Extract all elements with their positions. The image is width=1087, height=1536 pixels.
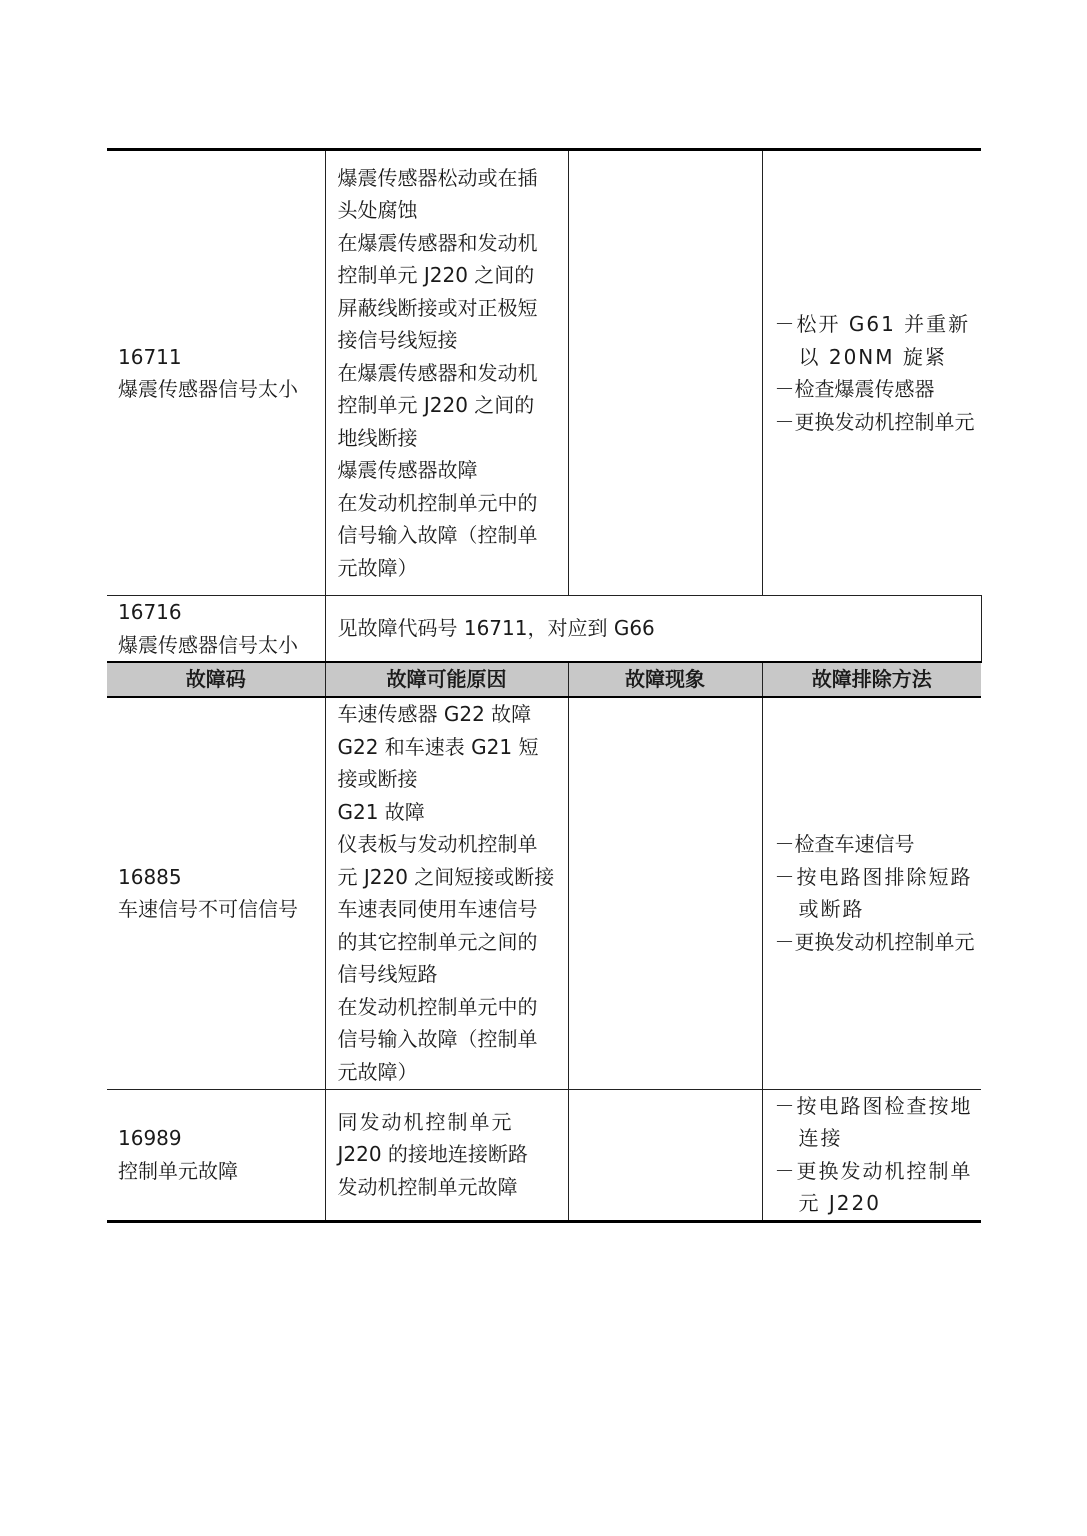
cause-line: 仪表板与发动机控制单 bbox=[337, 832, 538, 857]
action-item: －按电路图排除短路或断路 bbox=[774, 864, 973, 922]
cause-cell bbox=[325, 697, 568, 1089]
fault-code-cell bbox=[107, 1089, 325, 1221]
cause-line: 屏蔽线断接或对正极短 bbox=[337, 295, 538, 320]
fault-code: 16885 bbox=[118, 864, 182, 889]
cause-cell bbox=[325, 1089, 568, 1221]
fault-code: 16989 bbox=[118, 1126, 182, 1150]
action-item: －按电路图检查按地连接 bbox=[774, 1093, 973, 1150]
cause-line: 控制单元 J220 之间的 bbox=[337, 263, 535, 288]
fault-code: 16711 bbox=[118, 344, 182, 369]
cause-line: 元故障） bbox=[337, 1059, 418, 1084]
action-item: －松开 G61 并重新以 20NM 旋紧 bbox=[774, 312, 971, 369]
action-cell bbox=[762, 697, 981, 1089]
cause-line: 发动机控制单元故障 bbox=[337, 1174, 518, 1199]
cause-cell bbox=[325, 150, 568, 596]
action-item: －检查爆震传感器 bbox=[774, 377, 935, 401]
cause-line: 同发动机控制单元 bbox=[337, 1109, 514, 1134]
cause-line: 在发动机控制单元中的 bbox=[337, 994, 538, 1019]
header-fault-code: 故障码 bbox=[107, 662, 325, 697]
cause-line: 信号输入故障（控制单 bbox=[337, 1027, 538, 1052]
table-row-16716 bbox=[107, 596, 981, 663]
cause-line: 爆震传感器故障 bbox=[337, 458, 478, 483]
cause-line: J220 的接地连接断路 bbox=[337, 1142, 528, 1167]
cause-line: 元故障） bbox=[337, 555, 418, 580]
cause-line: 头处腐蚀 bbox=[337, 198, 418, 223]
header-possible-cause: 故障可能原因 bbox=[325, 662, 568, 697]
phenomenon-cell bbox=[568, 1089, 762, 1221]
fault-code-cell bbox=[107, 596, 325, 663]
phenomenon-cell bbox=[568, 150, 762, 596]
fault-code: 16716 bbox=[118, 600, 182, 624]
fault-code-table bbox=[107, 148, 982, 1223]
cause-line: 的其它控制单元之间的 bbox=[337, 929, 538, 954]
action-cell bbox=[762, 1089, 981, 1221]
fault-code-cell bbox=[107, 150, 325, 596]
action-cell bbox=[762, 150, 981, 596]
table-row-16885 bbox=[107, 697, 981, 1089]
fault-name: 控制单元故障 bbox=[118, 1158, 238, 1183]
reference-note: 见故障代码号 16711，对应到 G66 bbox=[325, 596, 981, 663]
header-phenomenon: 故障现象 bbox=[568, 662, 762, 697]
action-item: －检查车速信号 bbox=[774, 832, 915, 857]
cause-line: 接或断接 bbox=[337, 767, 418, 792]
cause-line: 地线断接 bbox=[337, 425, 418, 450]
cause-line: 信号线短路 bbox=[337, 962, 438, 987]
fault-name: 爆震传感器信号太小 bbox=[118, 377, 298, 401]
cause-line: 在爆震传感器和发动机 bbox=[337, 360, 538, 385]
fault-name: 爆震传感器信号太小 bbox=[118, 632, 298, 657]
action-item: －更换发动机控制单元 J220 bbox=[774, 1158, 973, 1215]
action-item: －更换发动机控制单元 bbox=[774, 409, 975, 434]
table-header bbox=[107, 662, 981, 697]
fault-name: 车速信号不可信信号 bbox=[118, 897, 298, 922]
cause-line: 接信号线短接 bbox=[337, 328, 458, 353]
cause-line: G22 和车速表 G21 短 bbox=[337, 734, 539, 759]
table-row-16989 bbox=[107, 1089, 981, 1221]
cause-line: 在爆震传感器和发动机 bbox=[337, 230, 538, 255]
cause-line: 控制单元 J220 之间的 bbox=[337, 393, 535, 418]
header-remedy: 故障排除方法 bbox=[762, 662, 981, 697]
cause-line: 爆震传感器松动或在插 bbox=[337, 165, 538, 190]
cause-line: 车速传感器 G22 故障 bbox=[337, 702, 532, 727]
cause-line: 车速表同使用车速信号 bbox=[337, 897, 538, 922]
action-item: －更换发动机控制单元 bbox=[774, 929, 975, 954]
table-row-16711 bbox=[107, 150, 981, 596]
phenomenon-cell bbox=[568, 697, 762, 1089]
cause-line: 在发动机控制单元中的 bbox=[337, 490, 538, 515]
cause-line: G21 故障 bbox=[337, 799, 425, 824]
cause-line: 元 J220 之间短接或断接 bbox=[337, 864, 555, 889]
cause-line: 信号输入故障（控制单 bbox=[337, 523, 538, 548]
fault-code-cell bbox=[107, 697, 325, 1089]
